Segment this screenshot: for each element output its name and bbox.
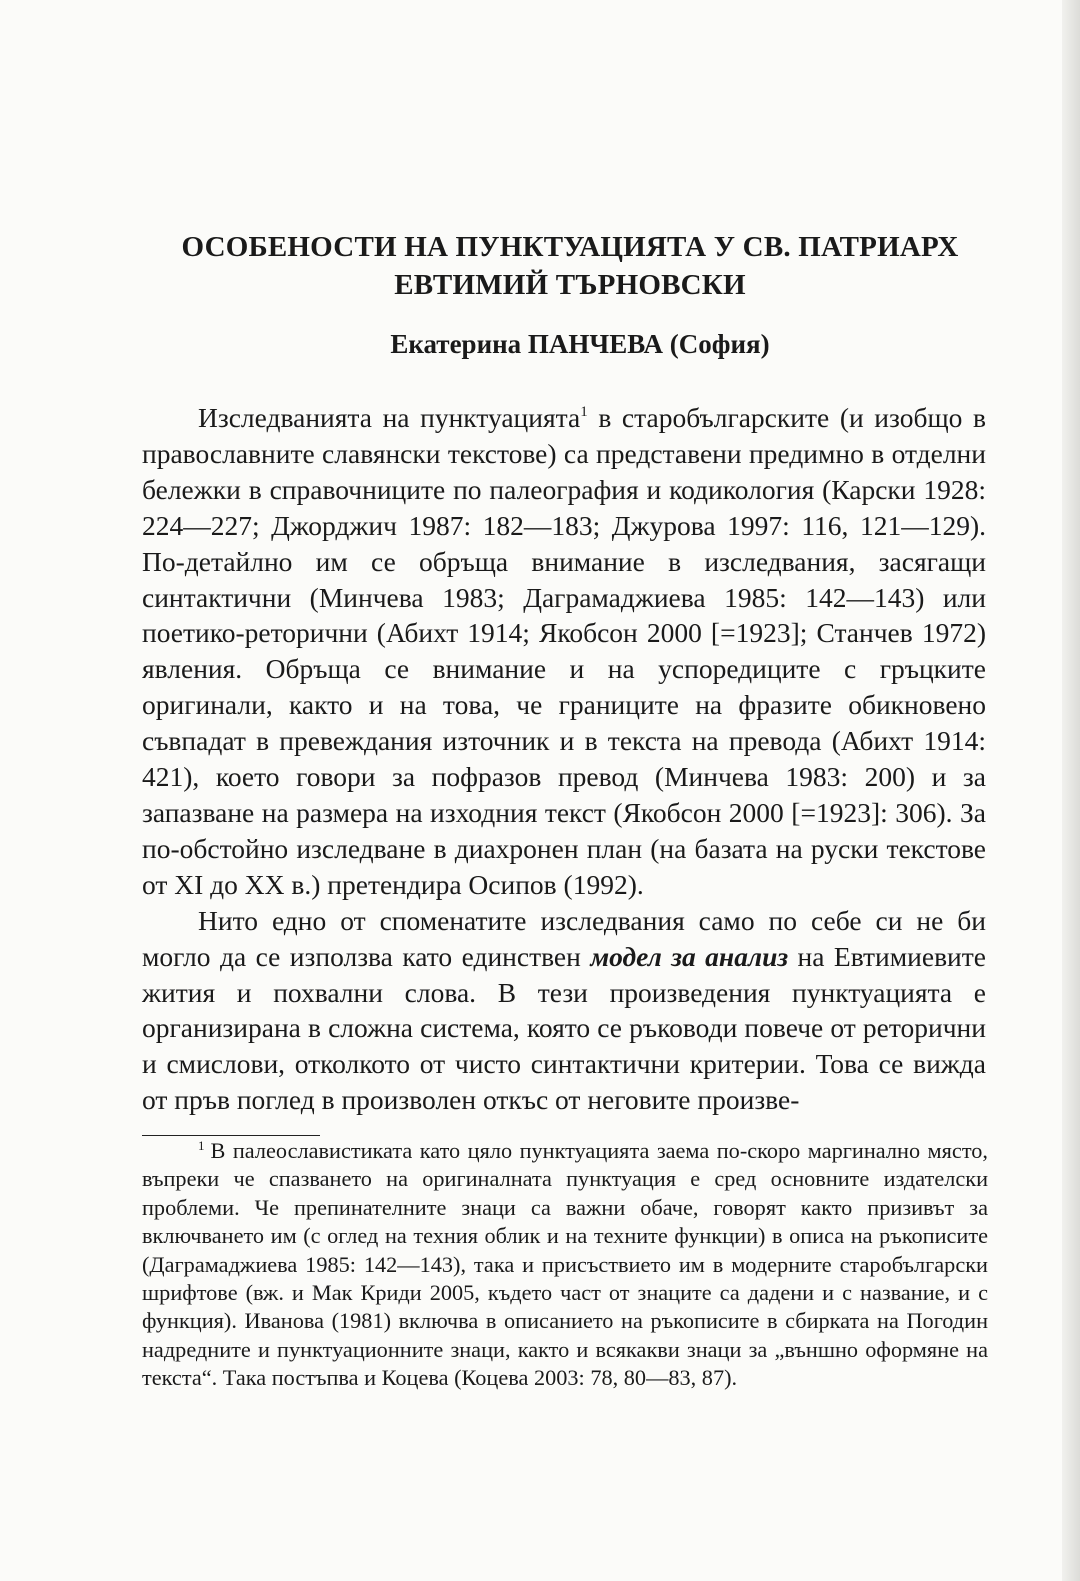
article-title (130, 228, 1010, 304)
footnote-1 (142, 1137, 988, 1393)
emphasized-term: модел за анализ (590, 940, 789, 972)
author-line: Екатерина ПАНЧЕВА (София) (390, 329, 770, 359)
page-edge-shadow (1062, 0, 1080, 1581)
article-body (142, 400, 986, 1118)
paragraph-1-text-start: Изследванията на пунктуацията (198, 402, 581, 433)
footnote-number: 1 (198, 1138, 205, 1153)
footnote-text: В палеославистиката като цяло пунктуацията заема по-скоро маргинално място, въпреки че спазването на оригиналната пунктуация е сред основните издателски проблеми. Че препинателните знаци са важни обаче, говорят както призивът за включването им (с оглед на техния облик и на техните функции) в описа на ръкописите (Даграмаджиева 1985: 142—143), така и присъствието им в модерните старобългарски шрифтове (вж. и Мак Криди 2005, където част от знаците са дадени и с название, и с функция). Иванова (1981) включва в описанието на ръкописите в сбирката на Погодин надредните и пунктуационните знаци, както и всякакви знаци за „външно оформяне на текста“. Така постъпва и Коцева (Коцева 2003: 78, 80—83, 87). (142, 1138, 988, 1391)
paragraph-2-text-start: Нито едно от споменатите изследвания само по себе си не би могло да се използва като единствен (142, 904, 986, 972)
paragraph-2 (142, 903, 986, 1118)
footnote-separator (142, 1135, 320, 1136)
footnote-reference-1: 1 (580, 404, 588, 420)
article-title-line-2: ЕВТИМИЙ ТЪРНОВСКИ (394, 269, 746, 301)
article-title-line-1: ОСОБЕНОСТИ НА ПУНКТУАЦИЯТА У СВ. ПАТРИАРХ (181, 231, 959, 263)
paragraph-2-text-rest: на Евтимиевите жития и похвални слова. В тези произведения пунктуацията е организирана в сложна система, която се ръководи повече от реторични и смислови, отколкото от чисто синтактични критерии. Това се вижда от пръв поглед в произволен откъс от неговите произве- (142, 940, 986, 1116)
paragraph-1 (142, 400, 986, 903)
paragraph-1-text-rest: в старобългарските (и изобщо в православните славянски текстове) са представени предимно в отделни бележки в справочниците по палеография и кодикология (Карски 1928: 224—227; Джорджич 1987: 182—183; Джурова 1997: 116, 121—129). По-детайлно им се обръща внимание в изследвания, засягащи синтактични (Минчева 1983; Даграмаджиева 1985: 142—143) или поетико-реторични (Абихт 1914; Якобсон 2000 [=1923]; Станчев 1972) явления. Обръща се внимание и на успоредиците с гръцките оригинали, както и на това, че границите на фразите обикновено съвпадат в превеждания източник и в текста на превода (Абихт 1914: 421), което говори за пофразов превод (Минчева 1983: 200) и за запазване на размера на изходния текст (Якобсон 2000 [=1923]: 306). За по-обстойно изследване в диахронен план (на базата на руски текстове от XI до XX в.) претендира Осипов (1992). (142, 402, 987, 900)
